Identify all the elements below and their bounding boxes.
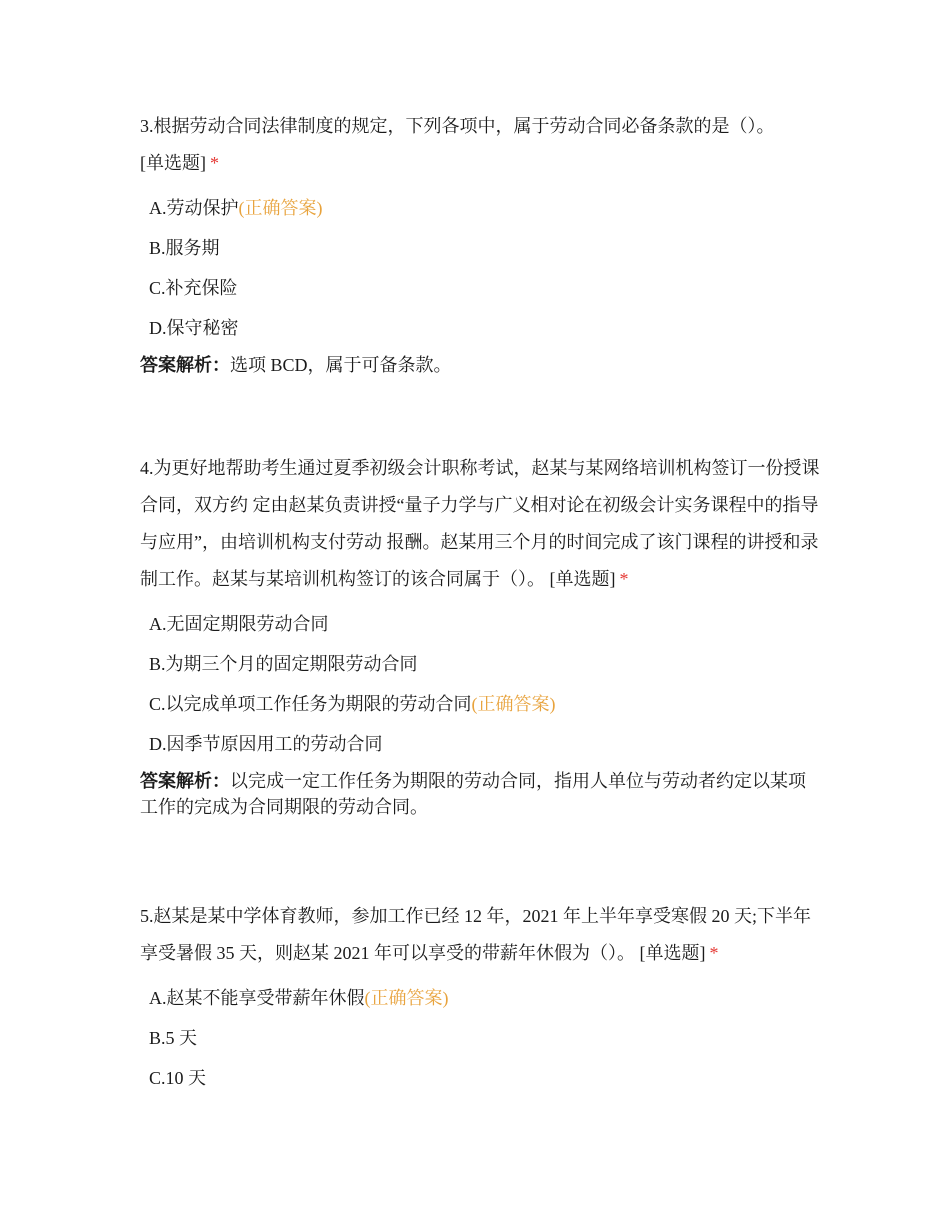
analysis-label: 答案解析： <box>140 355 230 375</box>
option-list <box>140 188 775 348</box>
option-b[interactable]: B.服务期 <box>149 238 220 258</box>
required-mark: * <box>709 943 719 963</box>
answer-analysis <box>140 768 820 820</box>
question-stem <box>140 450 820 598</box>
option-list <box>140 604 820 764</box>
question-stem <box>140 108 775 182</box>
option-c[interactable]: C.以完成单项工作任务为期限的劳动合同(正确答案) <box>149 694 556 714</box>
analysis-text: 以完成一定工作任务为期限的劳动合同，指用人单位与劳动者约定以某项工作的完成为合同期限的劳动合同。 <box>140 771 806 817</box>
correct-answer-tag: (正确答案) <box>238 198 323 218</box>
option-a[interactable]: A.赵某不能享受带薪年休假(正确答案) <box>149 988 449 1008</box>
question-text: 4.为更好地帮助考生通过夏季初级会计职称考试，赵某与某网络培训机构签订一份授课合同，双方约 定由赵某负责讲授“量子力学与广义相对论在初级会计实务课程中的指导与应用”，由培训机构支付劳动 报酬。赵某用三个月的时间完成了该门课程的讲授和录制工作。赵某与某培训机构签订的该合同属于（）。 <box>140 458 820 589</box>
option-a[interactable]: A.无固定期限劳动合同 <box>149 614 329 634</box>
option-b[interactable]: B.为期三个月的固定期限劳动合同 <box>149 654 418 674</box>
analysis-text: 选项 BCD，属于可备条款。 <box>230 355 452 375</box>
answer-analysis <box>140 352 775 378</box>
correct-answer-tag: (正确答案) <box>471 694 556 714</box>
analysis-label: 答案解析： <box>140 771 230 791</box>
required-mark: * <box>210 153 219 173</box>
option-d[interactable]: D.因季节原因用工的劳动合同 <box>149 734 383 754</box>
question-type: [单选题] <box>639 943 706 963</box>
option-a[interactable]: A.劳动保护(正确答案) <box>149 198 323 218</box>
correct-answer-tag: (正确答案) <box>364 988 449 1008</box>
question-text: 5.赵某是某中学体育教师，参加工作已经 12 年，2021 年上半年享受寒假 20 天;下半年享受暑假 35 天，则赵某 2021 年可以享受的带薪年休假为（）。 <box>140 906 811 963</box>
question-4 <box>140 450 820 820</box>
question-stem <box>140 898 820 972</box>
question-type: [单选题] <box>549 569 616 589</box>
option-list <box>140 978 820 1098</box>
question-type: [单选题] <box>140 153 206 173</box>
option-d[interactable]: D.保守秘密 <box>149 318 239 338</box>
question-5 <box>140 898 820 1098</box>
option-b[interactable]: B.5 天 <box>149 1028 198 1048</box>
question-text: 3.根据劳动合同法律制度的规定，下列各项中，属于劳动合同必备条款的是（）。 <box>140 116 775 136</box>
question-3 <box>140 108 775 378</box>
option-c[interactable]: C.补充保险 <box>149 278 238 298</box>
option-c[interactable]: C.10 天 <box>149 1068 207 1088</box>
required-mark: * <box>619 569 629 589</box>
